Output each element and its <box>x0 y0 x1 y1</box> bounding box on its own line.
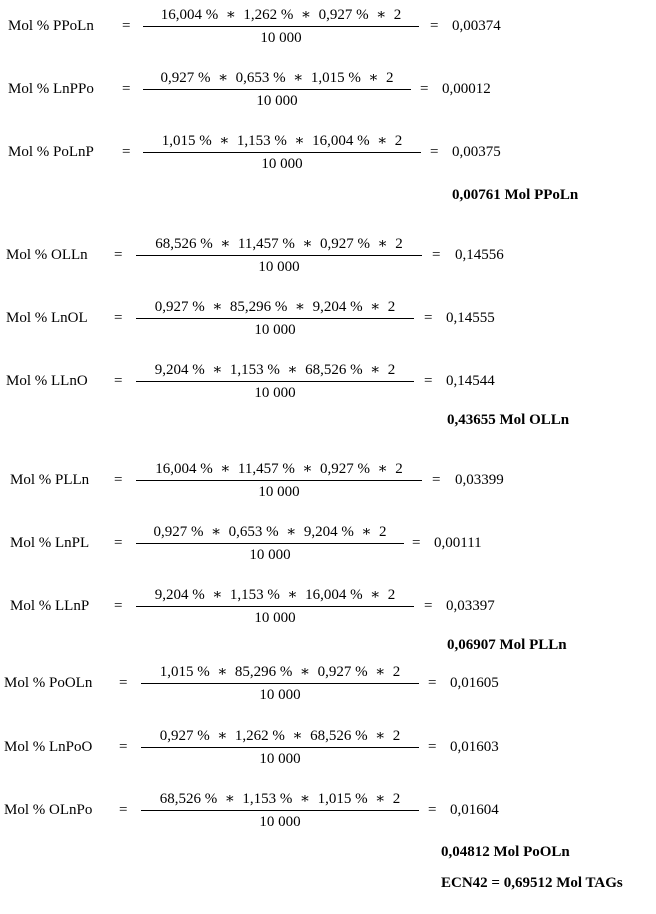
fraction-denominator: 10 000 <box>249 547 291 563</box>
fraction-bar <box>143 89 411 90</box>
equation-result: 0,00375 <box>452 144 501 160</box>
fraction-bar <box>141 810 419 811</box>
fraction-numerator: 9,204 % ∗ 1,153 % ∗ 68,526 % ∗ 2 <box>154 362 396 378</box>
equation-result: 0,03399 <box>455 472 504 488</box>
equals-sign: = <box>412 535 421 551</box>
fraction-denominator: 10 000 <box>259 814 301 830</box>
fraction-numerator: 16,004 % ∗ 11,457 % ∗ 0,927 % ∗ 2 <box>155 461 403 477</box>
equals-sign: = <box>424 598 433 614</box>
equation-label: Mol % PoLnP <box>8 144 94 160</box>
fraction-denominator: 10 000 <box>256 93 298 109</box>
equals-sign: = <box>430 18 439 34</box>
equals-sign: = <box>428 802 437 818</box>
subtotal-olln: 0,43655 Mol OLLn <box>447 412 570 428</box>
subtotal-plln: 0,06907 Mol PLLn <box>447 637 567 653</box>
fraction-bar <box>141 683 419 684</box>
fraction-bar <box>136 255 422 256</box>
equals-sign: = <box>432 472 441 488</box>
equation-plln <box>0 457 656 501</box>
equals-sign: = <box>122 81 131 97</box>
equals-sign: = <box>114 472 123 488</box>
equation-lnpl <box>0 520 656 564</box>
equation-label: Mol % OLnPo <box>4 802 93 818</box>
equation-lnpoo <box>0 724 656 768</box>
equals-sign: = <box>114 310 123 326</box>
equation-ppoln <box>0 3 656 47</box>
fraction-denominator: 10 000 <box>261 156 303 172</box>
equation-result: 0,00111 <box>434 535 482 551</box>
fraction-bar <box>141 747 419 748</box>
fraction-numerator: 68,526 % ∗ 11,457 % ∗ 0,927 % ∗ 2 <box>155 236 403 252</box>
equals-sign: = <box>430 144 439 160</box>
equation-result: 0,14556 <box>455 247 504 263</box>
equals-sign: = <box>114 247 123 263</box>
fraction-numerator: 0,927 % ∗ 1,262 % ∗ 68,526 % ∗ 2 <box>159 728 401 744</box>
equation-result: 0,01605 <box>450 675 499 691</box>
fraction-bar <box>136 543 404 544</box>
equation-lnol <box>0 295 656 339</box>
fraction-numerator: 1,015 % ∗ 1,153 % ∗ 16,004 % ∗ 2 <box>161 133 403 149</box>
fraction-denominator: 10 000 <box>254 610 296 626</box>
fraction-bar <box>136 381 414 382</box>
equals-sign: = <box>114 598 123 614</box>
fraction-denominator: 10 000 <box>254 385 296 401</box>
equation-label: Mol % LnPoO <box>4 739 93 755</box>
fraction-denominator: 10 000 <box>260 30 302 46</box>
equals-sign: = <box>428 675 437 691</box>
fraction-numerator: 0,927 % ∗ 0,653 % ∗ 9,204 % ∗ 2 <box>153 524 387 540</box>
fraction-bar <box>136 606 414 607</box>
fraction-denominator: 10 000 <box>254 322 296 338</box>
equation-label: Mol % LLnO <box>6 373 88 389</box>
equation-pooln <box>0 660 656 704</box>
equation-label: Mol % LnOL <box>6 310 88 326</box>
equation-label: Mol % OLLn <box>6 247 88 263</box>
fraction-denominator: 10 000 <box>259 687 301 703</box>
fraction-bar <box>143 26 419 27</box>
equation-result: 0,14544 <box>446 373 495 389</box>
equation-olln <box>0 232 656 276</box>
equation-result: 0,03397 <box>446 598 495 614</box>
equals-sign: = <box>122 18 131 34</box>
subtotal-pooln: 0,04812 Mol PoOLn <box>441 844 570 860</box>
equals-sign: = <box>428 739 437 755</box>
fraction-bar <box>136 480 422 481</box>
fraction-numerator: 0,927 % ∗ 85,296 % ∗ 9,204 % ∗ 2 <box>154 299 396 315</box>
fraction-numerator: 16,004 % ∗ 1,262 % ∗ 0,927 % ∗ 2 <box>160 7 402 23</box>
equals-sign: = <box>424 310 433 326</box>
fraction-numerator: 0,927 % ∗ 0,653 % ∗ 1,015 % ∗ 2 <box>160 70 394 86</box>
equation-olnpo <box>0 787 656 831</box>
equation-result: 0,00012 <box>442 81 491 97</box>
equation-polnp <box>0 129 656 173</box>
equation-result: 0,14555 <box>446 310 495 326</box>
equation-label: Mol % PPoLn <box>8 18 94 34</box>
fraction-numerator: 68,526 % ∗ 1,153 % ∗ 1,015 % ∗ 2 <box>159 791 401 807</box>
equals-sign: = <box>122 144 131 160</box>
equals-sign: = <box>119 802 128 818</box>
fraction-bar <box>136 318 414 319</box>
equation-label: Mol % LnPPo <box>8 81 94 97</box>
equation-result: 0,01604 <box>450 802 499 818</box>
equation-result: 0,01603 <box>450 739 499 755</box>
equation-label: Mol % LLnP <box>10 598 90 614</box>
equals-sign: = <box>114 373 123 389</box>
subtotal-ppoln: 0,00761 Mol PPoLn <box>452 187 579 203</box>
fraction-numerator: 9,204 % ∗ 1,153 % ∗ 16,004 % ∗ 2 <box>154 587 396 603</box>
fraction-denominator: 10 000 <box>258 484 300 500</box>
grand-total-ecn42: ECN42 = 0,69512 Mol TAGs <box>441 875 623 891</box>
equation-result: 0,00374 <box>452 18 501 34</box>
equals-sign: = <box>114 535 123 551</box>
fraction-bar <box>143 152 421 153</box>
equals-sign: = <box>424 373 433 389</box>
equals-sign: = <box>432 247 441 263</box>
fraction-denominator: 10 000 <box>258 259 300 275</box>
equals-sign: = <box>119 675 128 691</box>
equals-sign: = <box>420 81 429 97</box>
equation-label: Mol % PoOLn <box>4 675 93 691</box>
fraction-numerator: 1,015 % ∗ 85,296 % ∗ 0,927 % ∗ 2 <box>159 664 401 680</box>
equation-llnp <box>0 583 656 627</box>
equation-label: Mol % PLLn <box>10 472 90 488</box>
equation-llno <box>0 358 656 402</box>
fraction-denominator: 10 000 <box>259 751 301 767</box>
equation-lnppo <box>0 66 656 110</box>
equation-label: Mol % LnPL <box>10 535 90 551</box>
equals-sign: = <box>119 739 128 755</box>
